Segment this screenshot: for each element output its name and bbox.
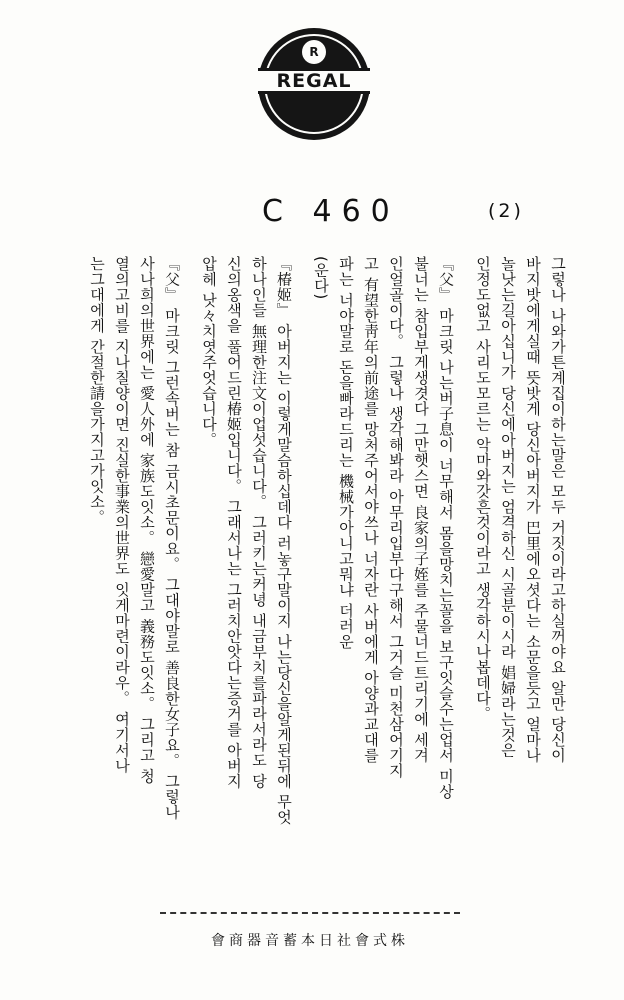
text-line: 하나인들 無理한注文이업섯습니다。 그러키는커녕 내금부치를파라서라도 당 <box>250 256 268 789</box>
text-line: 사나희의世界에는 愛人外에 家族도잇소。 戀愛말고 義務도잇소。 그리고 청 <box>138 256 156 784</box>
footer-divider <box>160 912 460 914</box>
logo-word: REGAL <box>276 70 352 92</box>
catalog-number: C 460 <box>262 194 400 229</box>
line-gap <box>458 256 470 886</box>
text-line: 열의고비를 지나칠양이면 진실한事業의世界도 잇게마련이라우。 여기서나 <box>113 256 131 774</box>
text-line: 인얼골이다。 그렇나 생각해봐라 아무리입부다구해서 그거슬 미천삼어기지 <box>387 256 405 779</box>
text-line: 고 有望한靑年의前途를 망처주어서야쓰나 너자란 사버에게 아양과교대를 <box>362 256 380 763</box>
text-line: 신의옹색을 풀어드린椿姬입니다。 그래서나는 그러치안앗다는증거를 아버지 <box>225 256 243 789</box>
text-line: 파는 너야말로 돈을빠라드리는 機械가아니고뭐냐 더러운 <box>337 256 355 650</box>
line-gap <box>296 256 308 886</box>
text-line: 는그대에게 간절한請을가지고가잇소。 <box>88 256 106 525</box>
text-line: 압헤 낫々치엿주엇습니다。 <box>200 256 218 448</box>
text-line: 인정도없고 사리도모르는 악마와갓흔것이라고 생각하시나봅데다。 <box>474 256 492 722</box>
text-line: 불너는 참입부게생겻다 그만햇스면 良家의子姪를 주물너드트리기에 세겨 <box>412 256 430 763</box>
logo-mark-icon: R <box>302 40 326 64</box>
text-line: 『椿姬』 아버지는 이렇게말슴하십데다 러놓구말이지 나는당신을알게된뒤에 무엇 <box>275 256 293 825</box>
text-line: 그렇나 나와가튼계집이하는말은 모두 거짓이라고하실꺼야요 알만 당신이 <box>549 256 567 763</box>
stage-direction: (운다) <box>312 256 330 300</box>
lyric-text-block <box>70 256 570 886</box>
text-line: 놀낫는길아십니가 당신에아버지는 엄격하신 시골분이시라 娼婦라는것은 <box>499 256 517 758</box>
page-number: (2) <box>488 200 524 222</box>
publisher-name: 會商器音蓄本日社會式株 <box>211 933 409 949</box>
text-line: 『父』 마크릿 나는버子息이 너무해서 몸을망치는꼴을 보구잇슬수는업서 미상 <box>437 256 455 800</box>
text-line: 『父』 마크릿 그런속버는 참 금시초문이요。 그대야말로 善良한女子요。 그렇나 <box>163 256 181 820</box>
text-line: 바지밧에게실때 뜻밧게 당신아버지가 巴里에오셧다는 소문을듯고 얼마나 <box>524 256 542 763</box>
regal-logo <box>258 28 370 140</box>
line-gap <box>184 256 196 886</box>
